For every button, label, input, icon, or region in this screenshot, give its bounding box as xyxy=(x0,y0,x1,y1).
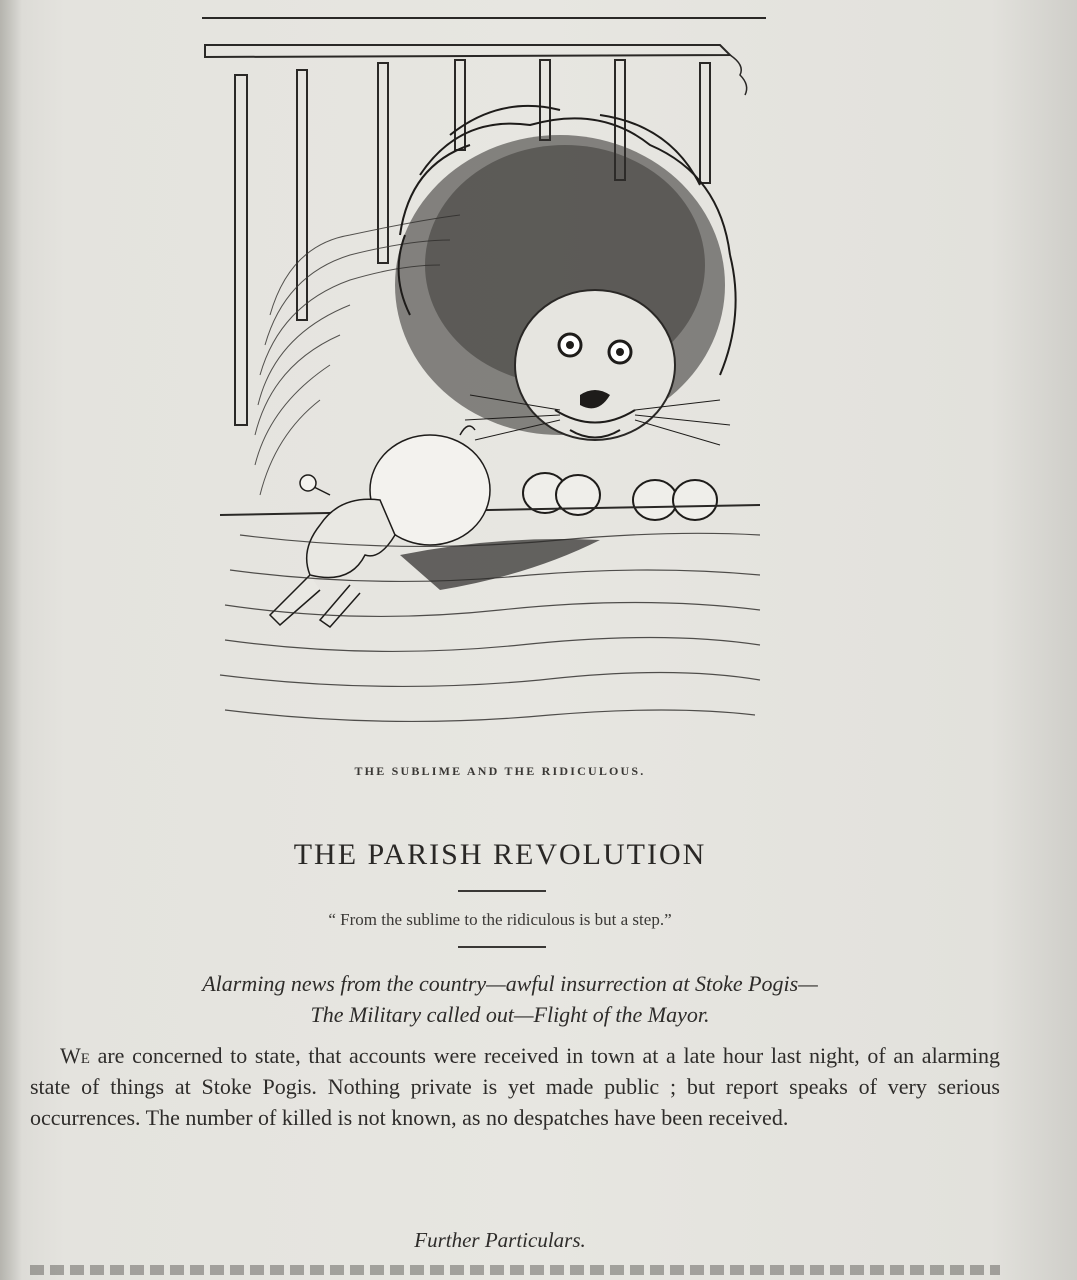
paragraph-text: are concerned to state, that accounts were received in town at a late hour last night, of an alarming state of things at Stoke Pogis. Nothing private is yet made public ; but report speaks of very serious occurrences. The number of killed is not known, as no despatches have been received. xyxy=(30,1043,1000,1130)
lion-poodle-illustration xyxy=(200,15,770,745)
epigraph-divider xyxy=(458,946,546,948)
illustration-caption: THE SUBLIME AND THE RIDICULOUS. xyxy=(354,764,646,778)
epigraph: “ From the sublime to the ridiculous is but a step.” xyxy=(328,910,672,929)
article-paragraph xyxy=(30,1040,1000,1133)
subheading-line-1: Alarming news from the country—awful insurrection at Stoke Pogis— xyxy=(202,971,818,996)
paragraph-opening-word: We xyxy=(60,1043,90,1068)
article-title: THE PARISH REVOLUTION xyxy=(293,838,707,871)
title-divider xyxy=(458,890,546,892)
subheading-line-2: The Military called out—Flight of the Mayor. xyxy=(310,1002,710,1027)
page-gutter-shadow xyxy=(0,0,22,1280)
article-subheading xyxy=(30,968,990,1030)
engraving-lion-and-poodle-icon xyxy=(200,15,770,745)
section-heading: Further Particulars. xyxy=(414,1228,586,1252)
cropped-next-line xyxy=(30,1265,1000,1280)
